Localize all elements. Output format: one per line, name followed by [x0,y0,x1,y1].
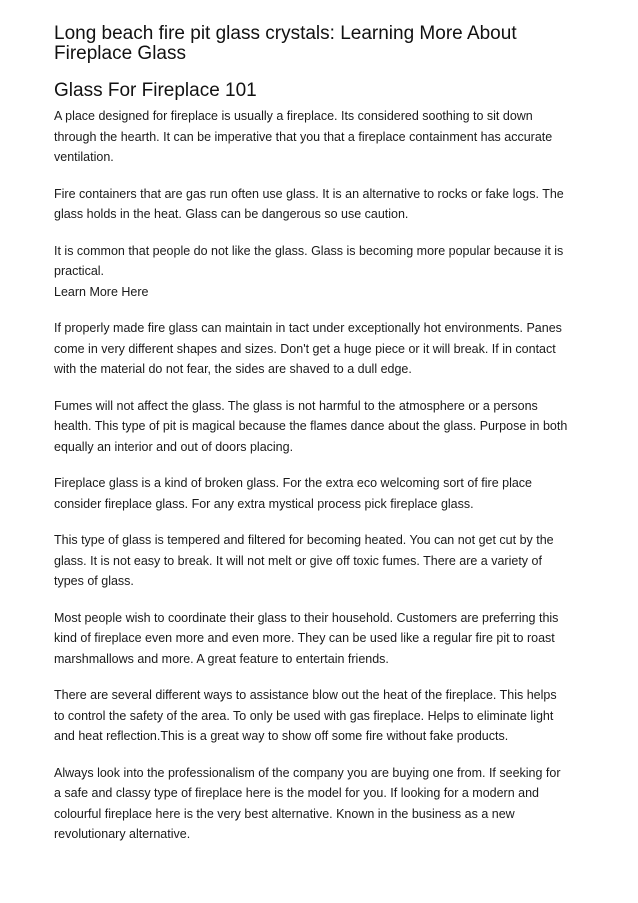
paragraph [54,318,594,380]
paragraph [54,763,594,845]
paragraph-line: come in very different shapes and sizes. Don't get a huge piece or it will break. If in contact [54,341,556,356]
paragraph-line: Fumes will not affect the glass. The glass is not harmful to the atmosphere or a persons [54,398,538,413]
paragraph-line: It is common that people do not like the glass. Glass is becoming more popular because it is [54,243,564,258]
paragraph [54,184,594,225]
paragraph-line: A place designed for fireplace is usually a fireplace. Its considered soothing to sit down [54,109,533,123]
paragraph-line: health. This type of pit is magical because the flames dance about the glass. Purpose in both [54,419,568,433]
section-heading: Glass For Fireplace 101 [54,80,257,101]
paragraph-line: marshmallows and more. A great feature to entertain friends. [54,651,389,666]
paragraph-line: and heat reflection.This is a great way to show off some fire without fake products. [54,729,509,743]
article-body [54,106,594,845]
paragraph-line: There are several different ways to assistance blow out the heat of the fireplace. This helps [54,688,557,702]
paragraph [54,106,594,168]
paragraph-line: Always look into the professionalism of the company you are buying one from. If seeking for [54,765,561,780]
paragraph-line: equally an interior and out of doors placing. [54,439,294,454]
paragraph-line: Most people wish to coordinate their glass to their household. Customers are preferring this [54,610,559,625]
paragraph-line: revolutionary alternative. [54,827,191,841]
paragraph [54,473,594,514]
paragraph-line: Fire containers that are gas run often use glass. It is an alternative to rocks or fake logs. The [54,186,564,201]
paragraph [54,396,594,458]
paragraph [54,685,594,747]
paragraph-line: ventilation. [54,150,114,164]
paragraph [54,608,594,670]
page-title [54,24,594,64]
paragraph-line: to control the safety of the area. To only be used with gas fireplace. Helps to eliminate light [54,708,554,723]
learn-more-link[interactable]: Learn More Here [54,284,149,299]
paragraph [54,530,594,592]
document-page [54,24,594,861]
paragraph-line: If properly made fire glass can maintain in tact under exceptionally hot environments. Panes [54,321,562,335]
page-title-line: Long beach fire pit glass crystals: Learning More About [54,23,517,44]
paragraph-line: kind of fireplace even more and even more. They can be used like a regular fire pit to roast [54,631,555,645]
paragraph-line: This type of glass is tempered and filtered for becoming heated. You can not get cut by the [54,533,554,547]
paragraph-line: glass holds in the heat. Glass can be dangerous so use caution. [54,207,409,221]
paragraph-line: colourful fireplace here is the very best alternative. Known in the business as a new [54,806,515,821]
paragraph-line: with the material do not fear, the sides are shaved to a dull edge. [54,362,412,376]
paragraph-line: a safe and classy type of fireplace here is the model for you. If looking for a modern and [54,786,539,800]
paragraph-line: types of glass. [54,574,134,588]
paragraph-line: glass. It is not easy to break. It will not melt or give off toxic fumes. There are a variety of [54,553,542,568]
paragraph [54,241,594,303]
paragraph-line: Fireplace glass is a kind of broken glass. For the extra eco welcoming sort of fire place [54,476,532,490]
page-title-line: Fireplace Glass [54,43,186,64]
paragraph-line: practical. [54,264,105,278]
paragraph-line: consider fireplace glass. For any extra mystical process pick fireplace glass. [54,496,474,511]
paragraph-line: through the hearth. It can be imperative that you that a fireplace containment has accurate [54,129,553,144]
